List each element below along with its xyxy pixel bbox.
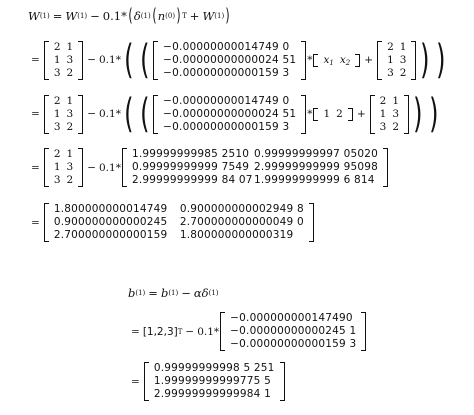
w-matrix: 2 1 1 3 3 2 xyxy=(44,41,83,80)
w-symbol: W xyxy=(28,9,40,23)
x-row-vector: 1 2 xyxy=(313,108,352,121)
updated-bias-result: = 0.99999999998 5 251 1.99999999999775 5 2.99999999999984 1 xyxy=(128,362,286,401)
weight-update-formula: W (1) = W (1) − 0.1 * ( δ (1) ( n (0) ) T + W (1) ) xyxy=(28,5,230,26)
updated-bias-vector: 0.99999999998 5 251 1.99999999999775 5 2.99999999999984 1 xyxy=(144,362,285,401)
expansion-step-numeric-x: = 2 1 1 3 3 2 − 0.1 * ( ( −0.00000000014749 0 −0.00000000000024 51 −0.00000000000159 3 * 1 2 + 2 1 1 3 3 2 ) ) xyxy=(31,91,439,137)
w-matrix: 2 1 1 3 3 2 xyxy=(44,95,83,134)
outer-product-result-step: = 2 1 1 3 3 2 − 0.1 * 1.99999999985 2510 0.99999999997 05020 0.99999999999 7549 2.99999999999 95098 2.99999999999 84 07 1.99999999999 6 814 xyxy=(28,148,389,187)
delta-vector: −0.00000000014749 0 −0.00000000000024 51 −0.00000000000159 3 xyxy=(153,95,306,134)
intermediate-matrix: 1.99999999985 2510 0.99999999997 05020 0.99999999999 7549 2.99999999999 95098 2.99999999999 84 07 1.99999999999 6 814 xyxy=(122,148,388,187)
delta-vector: −0.00000000014749 0 −0.00000000000024 51 −0.00000000000159 3 xyxy=(153,41,306,80)
x-row-vector: $x_1$ $x_2$ xyxy=(313,54,360,67)
expansion-step-symbolic: = 2 1 1 3 3 2 − 0.1 * ( ( −0.00000000014749 0 −0.00000000000024 51 −0.00000000000159 3 * $x_1$ $x_2$ + 2 1 1 3 3 2 ) ) xyxy=(31,37,446,83)
updated-w-matrix: 1.800000000014749 0.900000000002949 8 0.900000000000245 2.700000000000049 0 2.700000000000159 1.800000000000319 xyxy=(44,203,314,242)
updated-weights-result: = 1.800000000014749 0.900000000002949 8 0.900000000000245 2.700000000000049 0 2.700000000000159 1.800000000000319 xyxy=(28,203,315,242)
w-matrix: 2 1 1 3 3 2 xyxy=(44,148,83,187)
w-matrix-added: 2 1 1 3 3 2 xyxy=(377,41,416,80)
bias-expansion-step: = [1,2,3] T − 0.1 * −0.000000000147490 −0.00000000000245 1 −0.00000000000159 3 xyxy=(128,312,367,351)
delta-vector: −0.000000000147490 −0.00000000000245 1 −0.00000000000159 3 xyxy=(220,312,366,351)
w-matrix-added: 2 1 1 3 3 2 xyxy=(370,95,409,134)
bias-update-formula: b (1) = b (1) − α δ (1) xyxy=(128,286,219,300)
